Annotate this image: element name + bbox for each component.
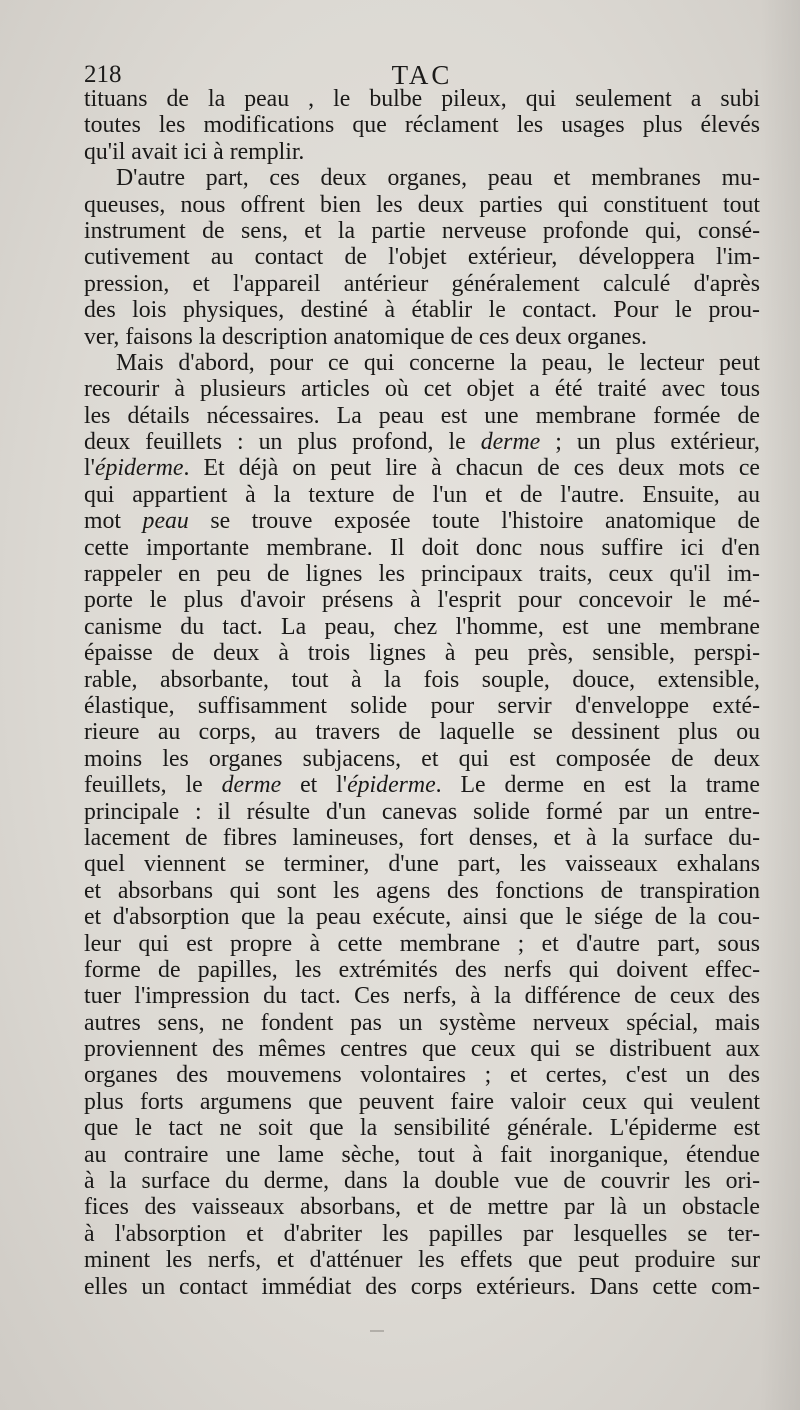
text-line: porte le plus d'avoir présens à l'esprit pour concevoir le mé- [84, 587, 760, 614]
text-line: organes des mouvemens volontaires ; et certes, c'est un des [84, 1062, 760, 1089]
text-line: elles un contact immédiat des corps extérieurs. Dans cette com- [84, 1273, 760, 1300]
text-line: quel viennent se terminer, d'une part, les vaisseaux exhalans [84, 851, 760, 878]
text-line: rappeler en peu de lignes les principaux traits, ceux qu'il im- [84, 561, 760, 588]
text-line: D'autre part, ces deux organes, peau et membranes mu- [116, 165, 760, 192]
text-line: cette importante membrane. Il doit donc nous suffire ici d'en [84, 534, 760, 561]
text-line: pression, et l'appareil antérieur généralement calculé d'après [84, 270, 760, 297]
text-line: canisme du tact. La peau, chez l'homme, est une membrane [84, 613, 760, 640]
text-line: au contraire une lame sèche, tout à fait inorganique, étendue [84, 1141, 760, 1168]
text-line: recourir à plusieurs articles où cet objet a été traité avec tous [84, 376, 760, 403]
text-line: l'épiderme. Et déjà on peut lire à chacun de ces deux mots ce [84, 455, 760, 482]
text-line: lacement de fibres lamineuses, fort denses, et à la surface du- [84, 824, 760, 851]
text-line: les détails nécessaires. La peau est une membrane formée de [84, 402, 760, 429]
text-line: ver, faisons la description anatomique de ces deux organes. [84, 323, 647, 350]
text-line: cutivement au contact de l'objet extérieur, développera l'im- [84, 244, 760, 271]
text-line: rieure au corps, au travers de laquelle se dessinent plus ou [84, 719, 760, 746]
text-line: toutes les modifications que réclament les usages plus élevés [84, 112, 760, 139]
text-line: minent les nerfs, et d'atténuer les effets que peut produire sur [84, 1247, 760, 1274]
text-line: qu'il avait ici à remplir. [84, 138, 305, 165]
text-line: fices des vaisseaux absorbans, et de mettre par là un obstacle [84, 1194, 760, 1221]
text-line: et d'absorption que la peau exécute, ainsi que le siége de la cou- [84, 904, 760, 931]
text-line: mot peau se trouve exposée toute l'histoire anatomique de [84, 508, 760, 535]
text-line: plus forts argumens que peuvent faire valoir ceux qui veulent [84, 1088, 760, 1115]
running-head: TAC [391, 60, 453, 90]
text-line: tituans de la peau , le bulbe pileux, qui seulement a subi [84, 86, 760, 112]
text-line: principale : il résulte d'un canevas solide formé par un entre- [84, 798, 760, 825]
text-line: et absorbans qui sont les agens des fonctions de transpiration [84, 877, 760, 904]
text-line: à la surface du derme, dans la double vue de couvrir les ori- [84, 1168, 760, 1195]
text-line: instrument de sens, et la partie nerveuse profonde qui, consé- [84, 217, 760, 244]
page-number: 218 [84, 61, 122, 88]
page-mark [370, 1330, 384, 1332]
text-line: Mais d'abord, pour ce qui concerne la peau, le lecteur peut [116, 349, 760, 376]
text-line: proviennent des mêmes centres que ceux qui se distribuent aux [84, 1036, 760, 1063]
text-line: qui appartient à la texture de l'un et de l'autre. Ensuite, au [84, 481, 760, 508]
text-line: feuillets, le derme et l'épiderme. Le derme en est la trame [84, 772, 760, 799]
page-edge-shadow [760, 0, 800, 1410]
text-line: queuses, nous offrent bien les deux parties qui constituent tout [84, 191, 760, 218]
text-line: des lois physiques, destiné à établir le contact. Pour le prou- [84, 297, 760, 324]
text-line: autres sens, ne fondent pas un système nerveux spécial, mais [84, 1009, 760, 1036]
text-line: tuer l'impression du tact. Ces nerfs, à la différence de ceux des [84, 983, 760, 1010]
text-line: rable, absorbante, tout à la fois souple, douce, extensible, [84, 666, 760, 693]
text-line: à l'absorption et d'abriter les papilles par lesquelles se ter- [84, 1220, 760, 1247]
text-line: moins les organes subjacens, et qui est composée de deux [84, 745, 760, 772]
text-line: épaisse de deux à trois lignes à peu près, sensible, perspi- [84, 640, 760, 667]
text-line: forme de papilles, les extrémités des nerfs qui doivent effec- [84, 956, 760, 983]
body-text [84, 86, 760, 1300]
text-line: élastique, suffisamment solide pour servir d'enveloppe exté- [84, 692, 760, 719]
text-line: leur qui est propre à cette membrane ; et d'autre part, sous [84, 930, 760, 957]
text-line: que le tact ne soit que la sensibilité générale. L'épiderme est [84, 1115, 760, 1142]
text-line: deux feuillets : un plus profond, le derme ; un plus extérieur, [84, 429, 760, 456]
